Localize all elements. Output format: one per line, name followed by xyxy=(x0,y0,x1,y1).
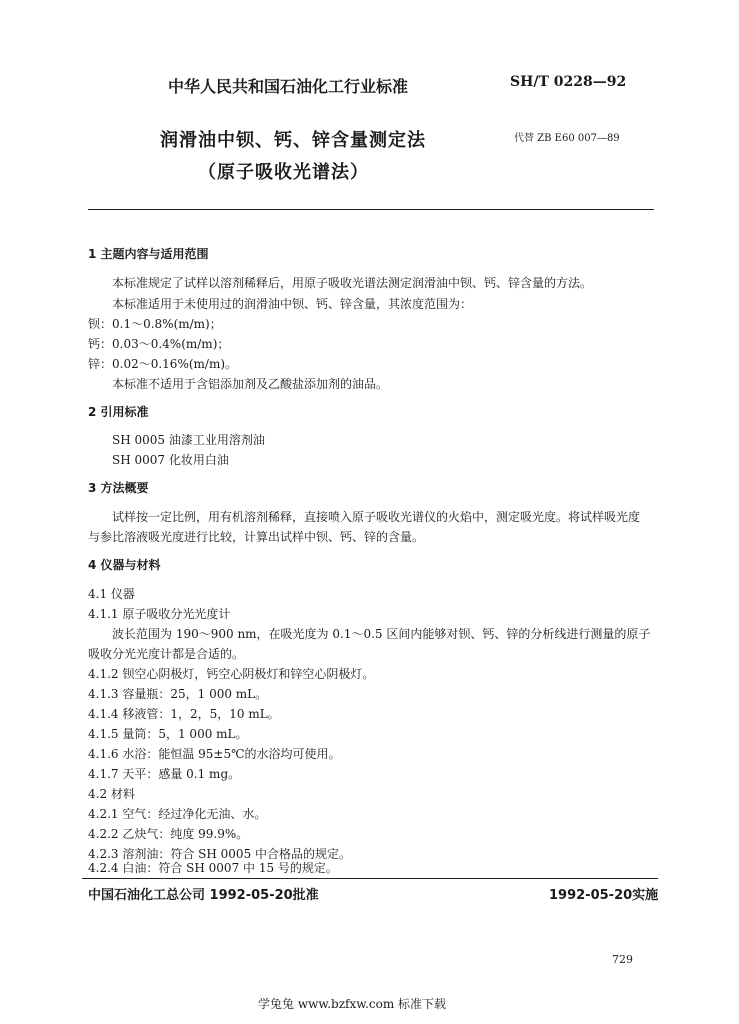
clause-line: 4.1 仪器 xyxy=(88,587,135,601)
paragraph-line: 本标准不适用于含铝添加剂及乙酸盐添加剂的油品。 xyxy=(112,377,389,391)
range-item-zinc: 锌：0.02～0.16%(m/m)。 xyxy=(88,357,238,371)
clause-line: 4.1.7 天平：感量 0.1 mg。 xyxy=(88,767,241,781)
section-heading: 3 方法概要 xyxy=(88,481,149,495)
paragraph-line: 吸收分光光度计都是合适的。 xyxy=(88,647,245,661)
clause-line: 4.1.4 移液管：1，2，5，10 mL。 xyxy=(88,707,280,721)
paragraph-line: 波长范围为 190～900 nm，在吸光度为 0.1～0.5 区间内能够对钡、钙、锌的分析线进行测量的原子 xyxy=(112,627,651,641)
paragraph-line: 与参比溶液吸光度进行比较，计算出试样中钡、钙、锌的含量。 xyxy=(88,530,425,544)
clause-line: 4.2.4 白油：符合 SH 0007 中 15 号的规定。 xyxy=(88,861,338,875)
approval-line: 中国石油化工总公司 1992-05-20批准 xyxy=(88,888,319,903)
document-subtitle: （原子吸收光谱法） xyxy=(198,162,369,183)
section-heading: 2 引用标准 xyxy=(88,405,149,419)
standard-code: SH/T 0228—92 xyxy=(510,74,627,90)
clause-line: 4.2.1 空气：经过净化无油、水。 xyxy=(88,807,267,821)
implementation-date: 1992-05-20实施 xyxy=(549,888,659,903)
standard-category-title: 中华人民共和国石油化工行业标准 xyxy=(168,77,409,96)
clause-line: 4.1.3 容量瓶：25，1 000 mL。 xyxy=(88,687,268,701)
page-number: 729 xyxy=(612,953,633,966)
watermark-text: 学兔兔 www.bzfxw.com 标准下载 xyxy=(258,997,447,1011)
footer-divider xyxy=(82,878,658,879)
paragraph-line: 本标准规定了试样以溶剂稀释后，用原子吸收光谱法测定润滑油中钡、钙、锌含量的方法。 xyxy=(112,276,593,290)
paragraph-line: 试样按一定比例，用有机溶剂稀释，直接喷入原子吸收光谱仪的火焰中，测定吸光度。将试样吸光度 xyxy=(112,510,641,524)
clause-line: 4.1.6 水浴：能恒温 95±5℃的水浴均可使用。 xyxy=(88,747,341,761)
section-heading: 1 主题内容与适用范围 xyxy=(88,247,209,261)
reference-item: SH 0005 油漆工业用溶剂油 xyxy=(112,433,265,447)
document-title: 润滑油中钡、钙、锌含量测定法 xyxy=(160,130,426,151)
clause-line: 4.2 材料 xyxy=(88,787,135,801)
header-divider xyxy=(88,209,654,210)
clause-line: 4.1.1 原子吸收分光光度计 xyxy=(88,607,231,621)
reference-item: SH 0007 化妆用白油 xyxy=(112,453,229,467)
range-item-barium: 钡：0.1～0.8%(m/m)； xyxy=(88,317,222,331)
paragraph-line: 本标准适用于未使用过的润滑油中钡、钙、锌含量，其浓度范围为： xyxy=(112,297,473,311)
clause-line: 4.1.2 钡空心阴极灯，钙空心阴极灯和锌空心阴极灯。 xyxy=(88,667,375,681)
range-item-calcium: 钙：0.03～0.4%(m/m)； xyxy=(88,337,230,351)
clause-line: 4.1.5 量筒：5，1 000 mL。 xyxy=(88,727,248,741)
replaces-note: 代替 ZB E60 007—89 xyxy=(514,133,620,144)
clause-line: 4.2.3 溶剂油：符合 SH 0005 中合格品的规定。 xyxy=(88,847,352,861)
section-heading: 4 仪器与材料 xyxy=(88,558,161,572)
clause-line: 4.2.2 乙炔气：纯度 99.9%。 xyxy=(88,827,249,841)
